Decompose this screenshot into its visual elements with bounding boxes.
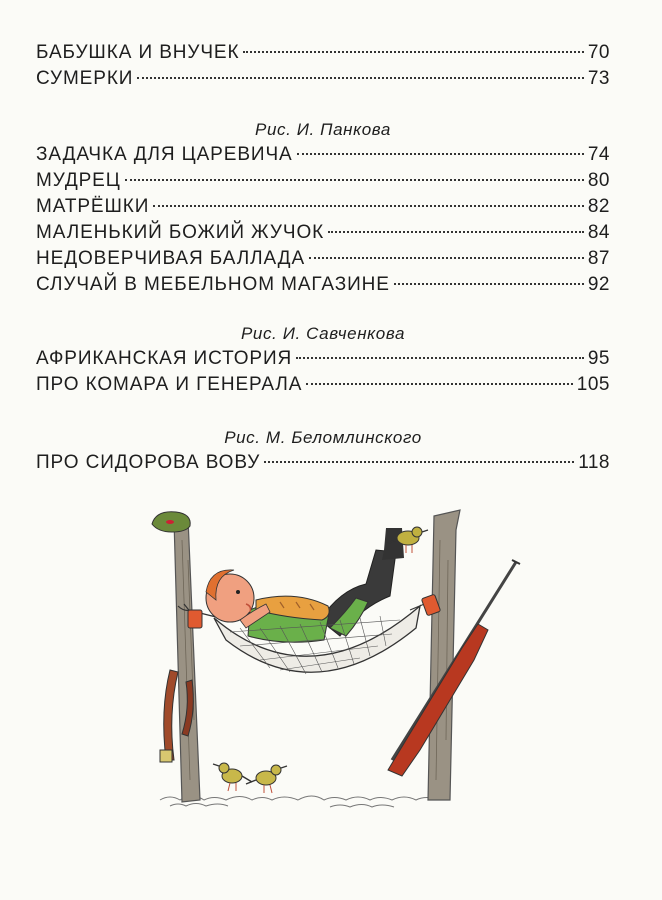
toc-entry[interactable]	[36, 194, 610, 220]
entry-page: 95	[587, 348, 610, 369]
entry-title: АФРИКАНСКАЯ ИСТОРИЯ	[36, 348, 293, 369]
dot-leader	[328, 231, 584, 233]
entry-page: 118	[578, 452, 610, 473]
entry-title: ПРО СИДОРОВА ВОВУ	[36, 452, 261, 473]
illustrator-credit: Рис. И. Панкова	[255, 120, 391, 139]
toc-entry[interactable]	[36, 272, 610, 298]
entry-page: 87	[587, 248, 610, 269]
toc-section-3	[36, 322, 610, 398]
left-post	[174, 518, 200, 802]
bird-icon	[246, 765, 287, 793]
hammock-illustration	[130, 500, 530, 830]
toc-section-4	[36, 426, 610, 476]
entry-title: МАЛЕНЬКИЙ БОЖИЙ ЖУЧОК	[36, 222, 325, 243]
toc-section-2	[36, 118, 610, 298]
dot-leader	[125, 179, 584, 181]
dot-leader	[153, 205, 584, 207]
boy-figure	[206, 528, 404, 642]
entry-title: МАТРЁШКИ	[36, 196, 150, 217]
entry-page: 73	[587, 68, 610, 89]
cap-icon	[152, 512, 190, 532]
dot-leader	[306, 383, 573, 385]
right-post	[428, 510, 460, 800]
toc-entry[interactable]	[36, 346, 610, 372]
toc-entry[interactable]	[36, 168, 610, 194]
dot-leader	[309, 257, 584, 259]
dot-leader	[264, 461, 574, 463]
dot-leader	[296, 357, 584, 359]
entry-page: 70	[587, 42, 610, 63]
ground-birds	[213, 763, 287, 793]
toc-entry[interactable]	[36, 450, 610, 476]
toc-entry[interactable]	[36, 372, 610, 398]
entry-page: 84	[587, 222, 610, 243]
illustrator-credit: Рис. М. Беломлинского	[224, 428, 422, 447]
entry-title: СЛУЧАЙ В МЕБЕЛЬНОМ МАГАЗИНЕ	[36, 274, 390, 295]
entry-page: 80	[587, 170, 610, 191]
entry-title: НЕДОВЕРЧИВАЯ БАЛЛАДА	[36, 248, 306, 269]
entry-page: 105	[576, 374, 610, 395]
toc-entry[interactable]	[36, 66, 610, 92]
toc-entry[interactable]	[36, 220, 610, 246]
entry-title: БАБУШКА И ВНУЧЕК	[36, 42, 240, 63]
entry-page: 82	[587, 196, 610, 217]
dot-leader	[394, 283, 584, 285]
dot-leader	[137, 77, 584, 79]
toc-section-1	[36, 40, 610, 92]
entry-page: 74	[587, 144, 610, 165]
entry-page: 92	[587, 274, 610, 295]
illustrator-credit: Рис. И. Савченкова	[240, 324, 406, 343]
toc-entry[interactable]	[36, 40, 610, 66]
bird-icon	[213, 763, 252, 791]
ground-grass	[160, 796, 440, 807]
toc-entry[interactable]	[36, 142, 610, 168]
entry-title: ПРО КОМАРА И ГЕНЕРАЛА	[36, 374, 303, 395]
dot-leader	[243, 51, 583, 53]
entry-title: ЗАДАЧКА ДЛЯ ЦАРЕВИЧА	[36, 144, 293, 165]
toc-entry[interactable]	[36, 246, 610, 272]
dot-leader	[297, 153, 584, 155]
entry-title: СУМЕРКИ	[36, 68, 134, 89]
entry-title: МУДРЕЦ	[36, 170, 121, 191]
